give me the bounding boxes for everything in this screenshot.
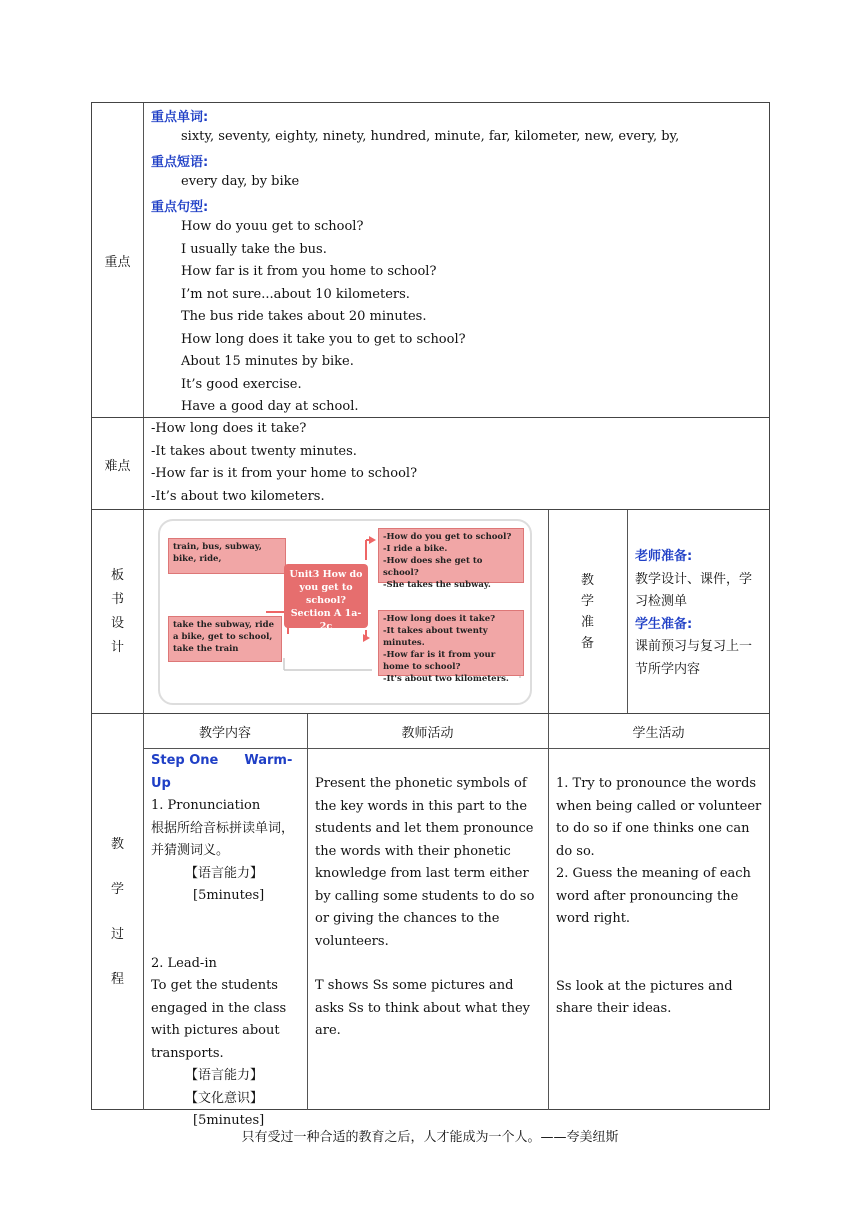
sentence-2: I usually take the bus. (181, 242, 327, 257)
difficulty-2: -It takes about twenty minutes. (151, 444, 357, 459)
key-words-title: 重点单词: (151, 110, 209, 125)
teacher-prep-title: 老师准备: (635, 549, 693, 564)
sentence-9: Have a good day at school. (181, 399, 359, 414)
board-vocab-box: train, bus, subway, bike, ride, (168, 538, 286, 574)
col-student-header: 学生活动 (632, 725, 685, 741)
item1-tag: 【语言能力】 (185, 865, 264, 881)
board-row (92, 509, 769, 714)
board-how-box: -How do you get to school? -I ride a bike. -How does she get to school? -She takes the subway. (378, 528, 524, 583)
sentence-5: The bus ride takes about 20 minutes. (181, 309, 427, 324)
prep-content (635, 546, 763, 681)
process-row (92, 713, 769, 1128)
step-name: Warm-Up (151, 753, 293, 791)
key-phrases-title: 重点短语: (151, 155, 209, 170)
teacher-prep-text: 教学设计、课件，学习检测单 (635, 571, 753, 609)
sentence-8: It’s good exercise. (181, 377, 302, 392)
student-activity-1b: 2. Guess the meaning of each word after pronouncing the word right. (556, 866, 751, 926)
process-label: 教 学 过 程 (110, 837, 124, 987)
key-phrases: every day, by bike (181, 174, 300, 189)
difficulties-row (92, 417, 769, 510)
key-points-label: 重点 (104, 255, 131, 270)
board-design (158, 518, 532, 706)
item2-tag1: 【语言能力】 (185, 1068, 264, 1083)
footer-quote: 只有受过一种合适的教育之后，人才能成为一个人。——夸美纽斯 (241, 1130, 619, 1145)
item2-desc: To get the students engaged in the class with pictures about transports. (151, 978, 287, 1061)
step-title: Step One (151, 753, 219, 768)
board-phrases-box: take the subway, ride a bike, get to school, take the train (168, 616, 282, 662)
item2-title: 2. Lead-in (151, 955, 217, 971)
prep-label: 教 学 准 备 (580, 573, 594, 651)
key-sentences-title: 重点句型: (151, 200, 209, 215)
content-cell (151, 750, 303, 1133)
student-activity-1a: 1. Try to pronounce the words when being called or volunteer to do so if one thinks one can do so. (556, 776, 762, 859)
student-prep-text: 课前预习与复习上一节所学内容 (635, 639, 753, 677)
sentence-7: About 15 minutes by bike. (181, 354, 354, 369)
student-cell (556, 773, 766, 1021)
sentence-4: I’m not sure...about 10 kilometers. (181, 287, 410, 302)
col-teacher-header: 教师活动 (401, 725, 454, 741)
difficulty-1: -How long does it take? (151, 421, 307, 436)
board-center-box: Unit3 How do you get to school? Section A 1a-2c (284, 564, 368, 628)
board-label: 板 书 设 计 (110, 568, 124, 655)
board-long-box: -How long does it take? -It takes about twenty minutes. -How far is it from your home to school? -It's about two kilometers. (378, 610, 524, 676)
lesson-plan-table (91, 102, 770, 1128)
item1-title: 1. Pronunciation (151, 798, 261, 813)
item2-time: [5minutes] (193, 1113, 265, 1128)
difficulty-4: -It’s about two kilometers. (151, 489, 325, 504)
teacher-cell (315, 773, 543, 1043)
student-activity-2: Ss look at the pictures and share their ideas. (556, 978, 733, 1016)
key-points-row (92, 102, 769, 418)
difficulties-label: 难点 (104, 458, 131, 474)
sentence-6: How long does it take you to get to school? (181, 332, 466, 347)
teacher-activity-2: T shows Ss some pictures and asks Ss to think about what they are. (315, 978, 531, 1038)
item2-tag2: 【文化意识】 (185, 1090, 264, 1106)
sentence-1: How do youu get to school? (181, 219, 364, 234)
teacher-activity-1: Present the phonetic symbols of the key words in this part to the students and let them pronounce the words with their phonetic knowledge from last term either by calling some students to do so or giving the chances to the volunteers. (315, 776, 535, 949)
student-prep-title: 学生准备: (635, 616, 693, 632)
sentence-3: How far is it from you home to school? (181, 264, 437, 279)
item1-time: [5minutes] (193, 888, 265, 903)
difficulty-3: -How far is it from your home to school? (151, 466, 418, 481)
key-words: sixty, seventy, eighty, ninety, hundred, minute, far, kilometer, new, every, by, (181, 129, 680, 144)
col-content-header: 教学内容 (198, 725, 251, 741)
item1-desc: 根据所给音标拼读单词，并猜测词义。 (151, 820, 295, 858)
